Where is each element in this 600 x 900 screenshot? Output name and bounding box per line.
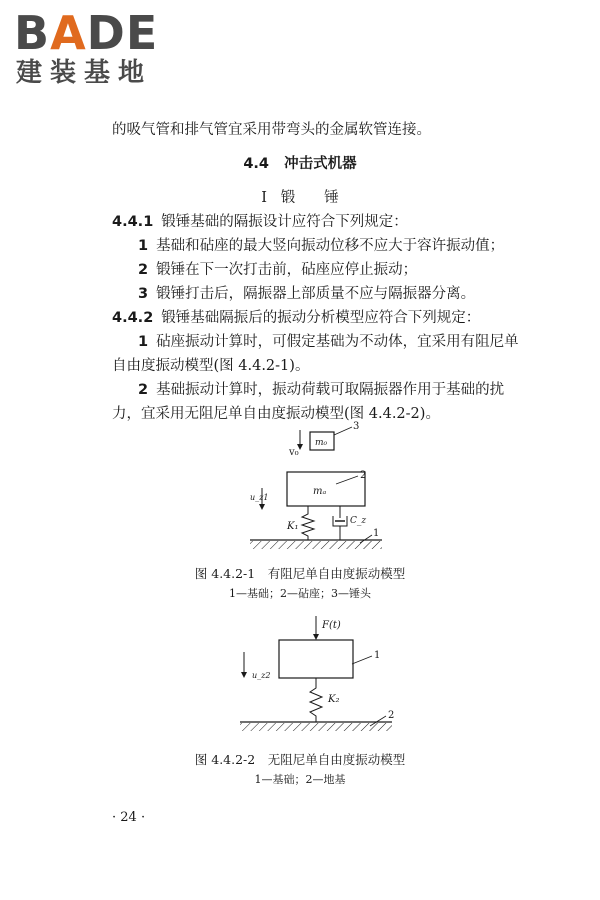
ground-hatch-1	[250, 541, 382, 549]
figure-4-4-2-2-caption: 图 4.4.2-2 无阻尼单自由度振动模型	[194, 752, 406, 767]
cz-label: C_z	[350, 516, 367, 526]
logo-subtitle: 建装基地	[16, 58, 153, 88]
k1-label: K₁	[287, 521, 299, 532]
foundation-block	[279, 640, 353, 678]
clause-4-4-2-item-1: 1 砧座振动计算时，可假定基础为不动体，宜采用有阻尼单	[138, 334, 519, 350]
clause-4-4-1: 4.4.1 锻锤基础的隔振设计应符合下列规定：	[112, 214, 408, 230]
figure-4-4-2-1-diagram	[0, 420, 600, 555]
v0-label: v₀	[289, 447, 299, 458]
paragraph-continuation: 的吸气管和排气管宜采用带弯头的金属软管连接。	[112, 122, 431, 138]
subsection-heading: Ⅰ 锻 锤	[261, 190, 339, 206]
uz2-label: u_z2	[252, 671, 271, 680]
label-3: 3	[353, 421, 360, 432]
figure-4-4-2-1-legend: 1—基础；2—砧座；3—锤头	[229, 587, 371, 600]
clause-4-4-2-item-2: 2 基础振动计算时，振动荷载可取隔振器作用于基础的扰	[138, 382, 505, 398]
bade-logo	[14, 8, 184, 88]
ground-hatch-2	[240, 723, 392, 731]
ma-label: mₐ	[313, 486, 327, 497]
label-1: 1	[373, 528, 380, 539]
ft-label: F(t)	[322, 620, 341, 631]
figure-4-4-2-2-legend: 1—基础；2—地基	[254, 773, 346, 786]
page-number: · 24 ·	[112, 810, 146, 825]
section-heading: 4.4 冲击式机器	[243, 156, 357, 172]
label-2: 2	[360, 470, 367, 481]
clause-4-4-2: 4.4.2 锻锤基础隔振后的振动分析模型应符合下列规定：	[112, 310, 481, 326]
uz1-label: u_z1	[250, 493, 269, 502]
logo-wordmark: BADE	[14, 6, 159, 60]
clause-4-4-1-item-1: 1 基础和砧座的最大竖向振动位移不应大于容许振动值；	[138, 238, 505, 254]
label-1: 1	[374, 650, 381, 661]
spring-k2	[310, 678, 322, 722]
figure-4-4-2-1-caption: 图 4.4.2-1 有阻尼单自由度振动模型	[194, 566, 406, 581]
spring-k1	[302, 506, 314, 540]
clause-4-4-2-item-1-cont: 自由度振动模型(图 4.4.2-1)。	[112, 358, 310, 374]
clause-4-4-1-item-3: 3 锻锤打击后，隔振器上部质量不应与隔振器分离。	[138, 286, 476, 302]
k2-label: K₂	[328, 694, 340, 705]
label-2: 2	[388, 710, 395, 721]
clause-4-4-1-item-2: 2 锻锤在下一次打击前，砧座应停止振动；	[138, 262, 418, 278]
figure-4-4-2-2-diagram	[0, 608, 600, 748]
m0-label: m₀	[315, 438, 328, 448]
clause-4-4-2-item-2-cont: 力，宜采用无阻尼单自由度振动模型(图 4.4.2-2)。	[112, 406, 440, 422]
